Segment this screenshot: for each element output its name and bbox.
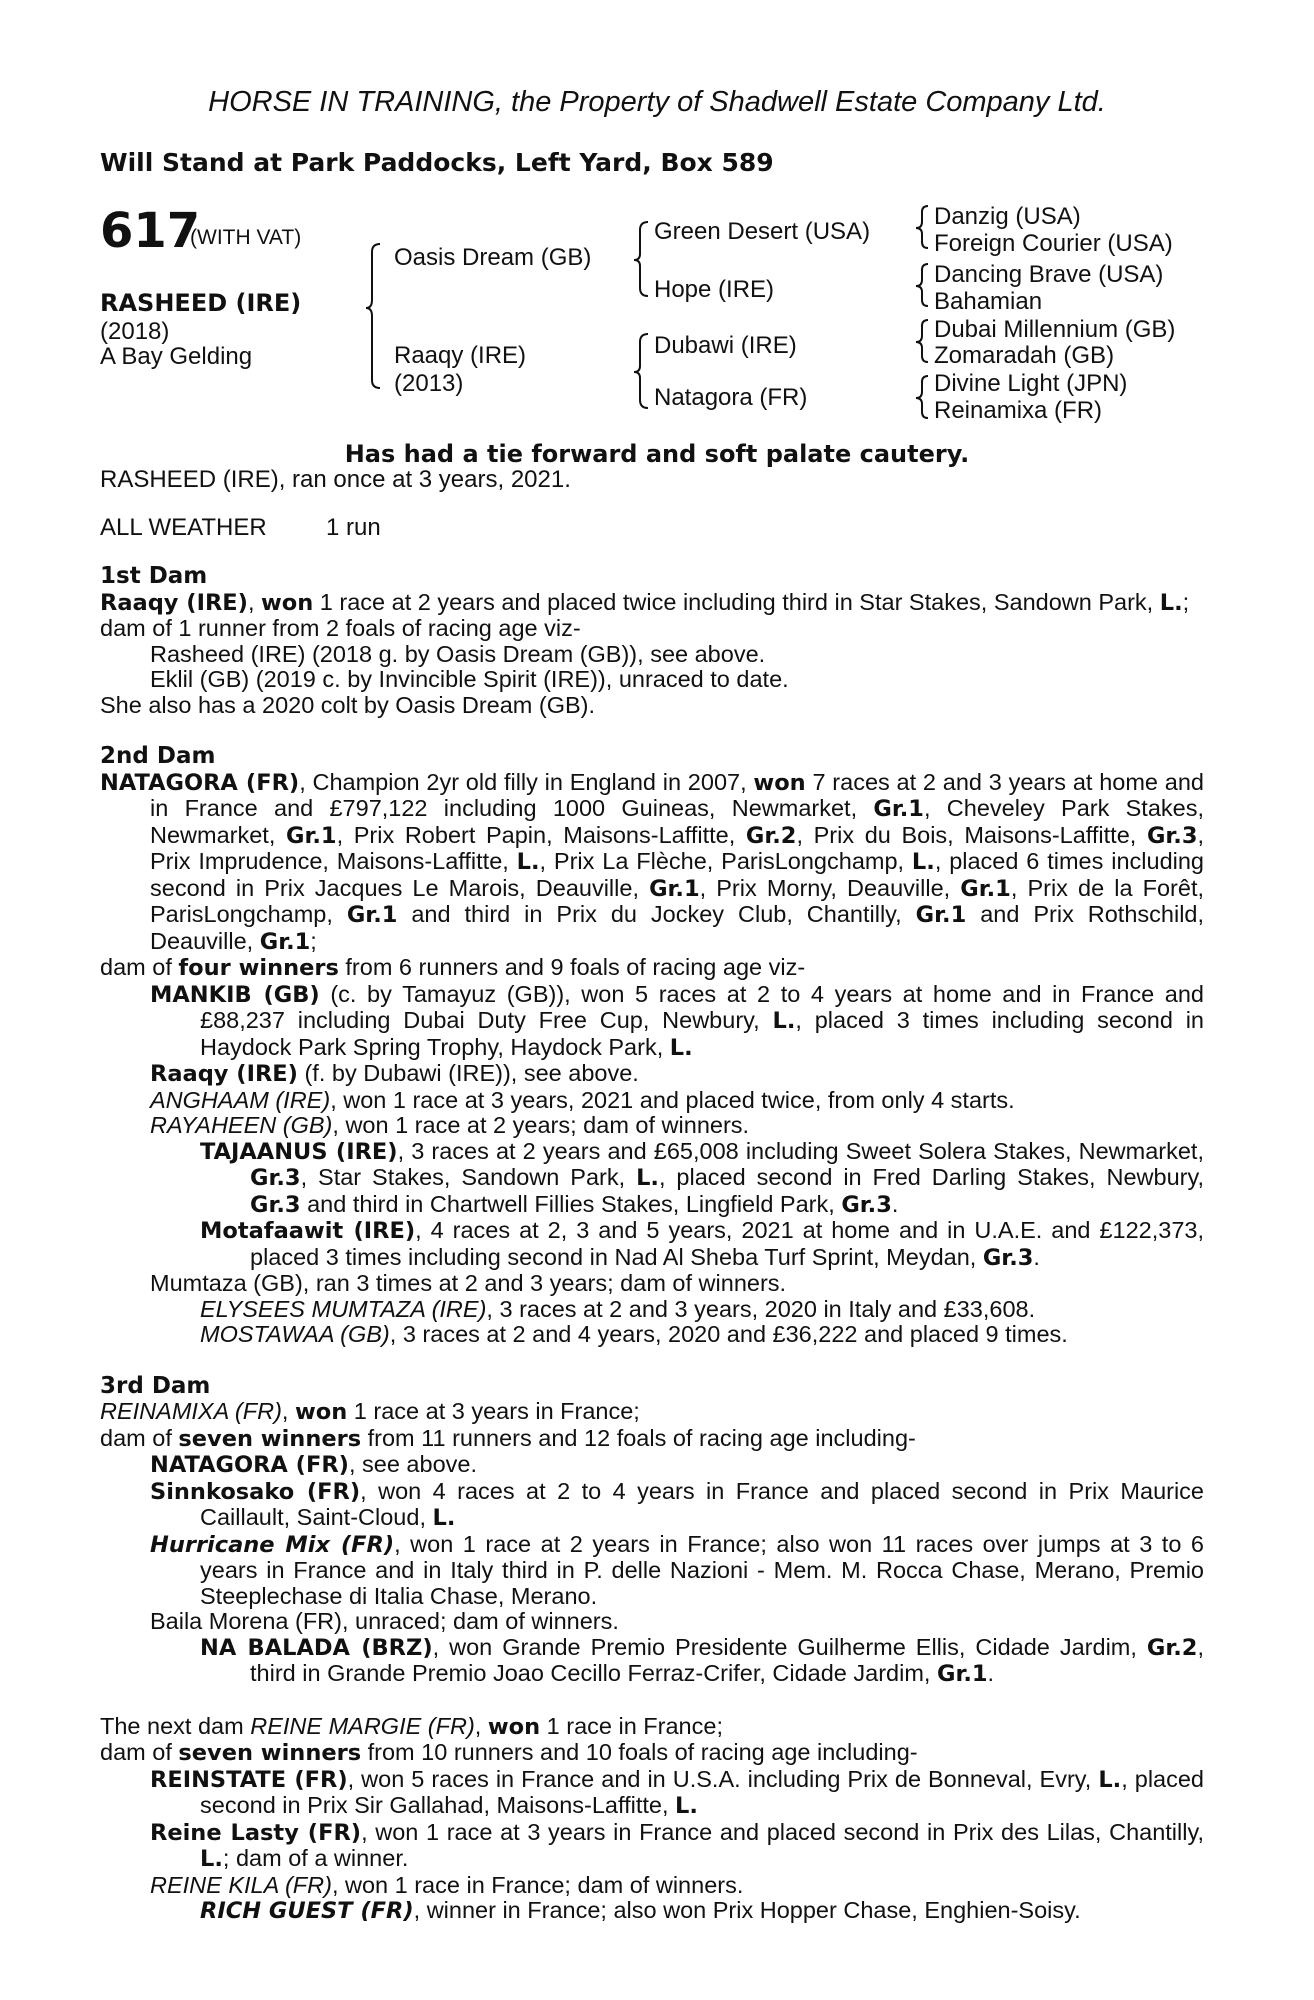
produce-mostawaa: [100, 1322, 1204, 1348]
text: , 4 races at 2, 3 and 5 years, 2021 at home and in U.A.E. and £122,373, placed 3 times including second in Nad Al Sheba Turf Sprint, Meydan,: [250, 1217, 1204, 1270]
next-dam-entry: The next dam REINE MARGIE (FR), won 1 race in France;: [100, 1712, 723, 1740]
grade-1: Gr.1: [915, 902, 967, 928]
text: .: [891, 1190, 899, 1217]
text: , won 4 races at 2 to 4 years in France and placed second in Prix Maurice Caillault, Saint-Cloud,: [200, 1477, 1205, 1530]
horse-name: ELYSEES MUMTAZA (IRE): [200, 1295, 487, 1322]
grade-1: Gr.1: [259, 928, 311, 955]
stand-location: Will Stand at Park Paddocks, Left Yard, Box 589: [100, 148, 774, 177]
vat-note: (WITH VAT): [190, 226, 302, 249]
horse-name: RICH GUEST (FR): [200, 1898, 414, 1924]
text: , placed second in Fred Darling Stakes, Newbury,: [658, 1164, 1204, 1190]
text: , placed 3 times including second in Haydock Park Spring Trophy, Haydock Park,: [200, 1007, 1205, 1060]
pedigree-g3-7: Divine Light (JPN): [934, 370, 1128, 397]
grade-listed: L.: [516, 849, 540, 875]
won-label: won: [487, 1713, 541, 1740]
winners-count: four winners: [178, 955, 339, 981]
third-dam-entry: REINAMIXA (FR), won 1 race at 3 years in France;: [100, 1398, 640, 1425]
pedigree-g3-2: Foreign Courier (USA): [934, 230, 1173, 257]
next-dam-name: REINE MARGIE (FR): [250, 1712, 475, 1739]
text: dam of: [100, 1739, 172, 1765]
produce-eklil: Eklil (GB) (2019 c. by Invincible Spirit (IRE)), unraced to date.: [150, 666, 789, 692]
produce-baila-morena: Baila Morena (FR), unraced; dam of winners.: [150, 1608, 619, 1634]
punctuation: ;: [1182, 588, 1190, 615]
produce-mumtaza: Mumtaza (GB), ran 3 times at 2 and 3 years; dam of winners.: [150, 1270, 787, 1296]
text: and Prix Rothschild, Deauville,: [150, 901, 1205, 954]
horse-name: Motafaawit (IRE): [200, 1218, 416, 1244]
grade-2: Gr.2: [745, 822, 797, 849]
grade-listed: L.: [675, 1793, 698, 1819]
second-dam-name: NATAGORA (FR): [100, 769, 300, 796]
horse-name: REINE KILA (FR): [150, 1871, 332, 1898]
pedigree-sire-dam: Hope (IRE): [654, 276, 775, 303]
text: , Cheveley Park Stakes, Newmarket,: [150, 795, 1205, 848]
surface-label: ALL WEATHER: [100, 514, 267, 541]
produce-reine-kila: [100, 1873, 1204, 1899]
surface-runs: 1 run: [326, 514, 381, 541]
horse-name: MOSTAWAA (GB): [200, 1321, 390, 1347]
horse-name: NATAGORA (FR): [150, 1452, 349, 1478]
pedigree-dam-sire: Dubawi (IRE): [654, 332, 797, 359]
grade-3: Gr.3: [250, 1191, 301, 1218]
grade-2: Gr.2: [1146, 1634, 1198, 1661]
pedigree-sire-sire: Green Desert (USA): [654, 218, 871, 245]
text: , won 1 race in France; dam of winners.: [331, 1871, 744, 1898]
produce-na-balada: [100, 1635, 1204, 1688]
grade-3: Gr.3: [1146, 822, 1198, 849]
pedigree-g3-4: Bahamian: [934, 288, 1043, 315]
won-label: won: [753, 769, 806, 796]
grade-1: Gr.1: [936, 1661, 988, 1687]
text: , won 1 race at 2 years; dam of winners.: [332, 1112, 750, 1138]
grade-listed: L.: [1159, 589, 1183, 616]
first-dam-heading: 1st Dam: [100, 563, 208, 589]
produce-motafaawit: [100, 1218, 1204, 1271]
produce-rich-guest: [100, 1898, 1204, 1925]
dam-section: [100, 564, 1204, 1925]
grade-1: Gr.1: [649, 875, 700, 902]
winners-count: seven winners: [178, 1425, 362, 1452]
grade-1: Gr.1: [960, 875, 1011, 902]
text: , Prix Robert Papin, Maisons-Laffitte,: [336, 821, 736, 848]
grade-3: Gr.3: [250, 1165, 301, 1191]
horse-name: RAYAHEEN (GB): [150, 1112, 333, 1138]
text: , third in Grande Premio Joao Cecillo Ferraz-Crifer, Cidade Jardim,: [250, 1633, 1204, 1686]
text: , placed second in Prix Sir Gallahad, Maisons-Laffitte,: [200, 1765, 1204, 1818]
veterinary-notice: Has had a tie forward and soft palate cautery.: [344, 440, 970, 468]
text: , 3 races at 2 years and £65,008 including Sweet Solera Stakes, Newmarket,: [397, 1137, 1204, 1164]
grade-listed: L.: [772, 1008, 796, 1034]
grade-3: Gr.3: [982, 1244, 1034, 1271]
produce-raaqy: [100, 1061, 1204, 1088]
lot-number: 617: [100, 203, 201, 259]
grade-listed: L.: [200, 1846, 223, 1872]
pedigree-sire: Oasis Dream (GB): [394, 244, 592, 271]
text: and third in Prix du Jockey Club, Chantilly,: [411, 901, 902, 927]
horse-name: Sinnkosako (FR): [150, 1478, 361, 1505]
first-dam-record: 1 race at 2 years and placed twice including third in Star Stakes, Sandown Park,: [319, 588, 1154, 615]
won-label: won: [294, 1399, 348, 1425]
text: , won 1 race at 3 years in France and placed second in Prix des Lilas, Chantilly,: [361, 1818, 1205, 1845]
produce-reinstate: [100, 1767, 1204, 1820]
grade-1: Gr.1: [346, 902, 398, 928]
produce-hurricane-mix: [100, 1532, 1204, 1610]
text: ;: [310, 927, 317, 954]
third-dam-heading: 3rd Dam: [100, 1372, 211, 1399]
text: and third in Chartwell Fillies Stakes, Lingfield Park,: [307, 1190, 835, 1217]
pedigree-g3-5: Dubai Millennium (GB): [934, 316, 1176, 343]
text: ; dam of a winner.: [222, 1845, 409, 1871]
text: , Champion 2yr old filly in England in 2007,: [299, 768, 747, 795]
won-label: won: [261, 589, 314, 616]
horse-name: TAJAANUS (IRE): [200, 1138, 398, 1165]
text: , 3 races at 2 and 4 years, 2020 and £36,222 and placed 9 times.: [389, 1321, 1068, 1347]
pedigree-g3-1: Danzig (USA): [934, 203, 1081, 230]
produce-note: She also has a 2020 colt by Oasis Dream (GB).: [100, 691, 596, 718]
horse-name: Reine Lasty (FR): [150, 1819, 362, 1846]
produce-rasheed: Rasheed (IRE) (2018 g. by Oasis Dream (GB)), see above.: [150, 640, 766, 667]
text: , Prix de la Forêt, ParisLongchamp,: [150, 874, 1205, 927]
produce-sinnkosako: [100, 1479, 1204, 1532]
grade-listed: L.: [669, 1034, 693, 1061]
text: 7 races at 2 and 3 years at home and in France and £797,122 including 1000 Guineas, Newmarket,: [150, 768, 1204, 821]
horse-name: REINSTATE (FR): [150, 1766, 348, 1793]
next-dam-produce: [100, 1740, 1204, 1767]
text: , Prix La Flèche, ParisLongchamp,: [539, 848, 905, 874]
text: , winner in France; also won Prix Hopper Chase, Enghien-Soisy.: [413, 1897, 1081, 1923]
horse-name: MANKIB (GB): [150, 981, 320, 1008]
first-dam-produce: dam of 1 runner from 2 foals of racing age viz-: [100, 615, 581, 641]
text: dam of: [100, 954, 172, 980]
text: , Prix Morny, Deauville,: [699, 874, 951, 901]
text: from 10 runners and 10 foals of racing age including-: [367, 1739, 918, 1765]
horse-year: (2018): [100, 318, 170, 345]
grade-listed: L.: [432, 1505, 456, 1531]
second-dam-produce: [100, 955, 1204, 982]
pedigree-dam-year: (2013): [394, 370, 464, 397]
pedigree-g3-8: Reinamixa (FR): [934, 397, 1103, 424]
pedigree-g3-3: Dancing Brave (USA): [934, 261, 1164, 288]
text: (c. by Tamayuz (GB)), won 5 races at 2 to 4 years at home and in France and £88,237 including Dubai Duty Free Cup, Newbury,: [200, 980, 1205, 1033]
second-dam-entry: [100, 770, 1204, 956]
horse-description: A Bay Gelding: [100, 343, 253, 370]
produce-anghaam: [100, 1088, 1204, 1114]
grade-listed: L.: [636, 1165, 659, 1191]
text: 1 race in France;: [546, 1712, 723, 1739]
produce-reine-lasty: [100, 1820, 1204, 1873]
text: .: [1033, 1243, 1040, 1270]
grade-1: Gr.1: [873, 796, 924, 822]
text: The next dam: [100, 1712, 244, 1739]
horse-name: RASHEED (IRE): [100, 289, 302, 317]
pedigree-dam: Raaqy (IRE): [394, 342, 527, 369]
text: (f. by Dubawi (IRE)), see above.: [304, 1060, 639, 1086]
first-dam-name: Raaqy (IRE): [100, 589, 248, 616]
text: , won 1 race at 2 years in France; also won 11 races over jumps at 3 to 6 years in France and in Italy third in P. delle Nazioni - Mem. M. Rocca Chase, Merano, Premio Steeplechase di Italia Chase, Merano.: [200, 1530, 1204, 1609]
text: , 3 races at 2 and 3 years, 2020 in Italy and £33,608.: [486, 1295, 1036, 1322]
text: , placed 6 times including second in Prix Jacques Le Marois, Deauville,: [150, 848, 1204, 901]
produce-tajaanus: [100, 1139, 1204, 1219]
grade-listed: L.: [1098, 1766, 1122, 1793]
text: , won Grande Premio Presidente Guilherme Ellis, Cidade Jardim,: [432, 1633, 1137, 1660]
produce-elysees: [100, 1297, 1204, 1323]
pedigree-g3-6: Zomaradah (GB): [934, 342, 1115, 369]
text: , see above.: [348, 1451, 477, 1477]
text: from 6 runners and 9 foals of racing age viz-: [345, 954, 806, 980]
horse-name: NA BALADA (BRZ): [200, 1634, 433, 1661]
produce-mankib: [100, 982, 1204, 1062]
text: dam of: [100, 1424, 172, 1451]
grade-3: Gr.3: [841, 1191, 892, 1218]
winners-count: seven winners: [178, 1740, 362, 1766]
horse-name: Raaqy (IRE): [150, 1061, 298, 1087]
text: 1 race at 3 years in France;: [353, 1398, 640, 1424]
produce-rayaheen: [100, 1113, 1204, 1139]
text: , Prix Imprudence, Maisons-Laffitte,: [150, 821, 1205, 874]
pedigree-dam-dam: Natagora (FR): [654, 384, 808, 411]
text: , Star Stakes, Sandown Park,: [300, 1164, 626, 1190]
text: , Prix du Bois, Maisons-Laffitte,: [796, 821, 1137, 848]
text: , won 5 races in France and in U.S.A. including Prix de Bonneval, Evry,: [347, 1765, 1092, 1792]
grade-1: Gr.1: [286, 822, 337, 849]
text: , won 1 race at 3 years, 2021 and placed twice, from only 4 starts.: [330, 1086, 1015, 1113]
second-dam-heading: 2nd Dam: [100, 743, 216, 769]
text: from 11 runners and 12 foals of racing age including-: [367, 1424, 916, 1451]
grade-listed: L.: [911, 849, 935, 875]
race-summary: RASHEED (IRE), ran once at 3 years, 2021.: [100, 466, 571, 493]
produce-natagora: [100, 1452, 1204, 1479]
catalogue-title: HORSE IN TRAINING, the Property of Shadwell Estate Company Ltd.: [208, 86, 1106, 118]
horse-name: ANGHAAM (IRE): [150, 1086, 331, 1113]
third-dam-produce: [100, 1426, 1204, 1453]
horse-name: Hurricane Mix (FR): [150, 1531, 395, 1558]
third-dam-name: REINAMIXA (FR): [100, 1398, 282, 1424]
first-dam-entry: Raaqy (IRE), won 1 race at 2 years and placed twice including third in Star Stakes, Sandown Park, L.;: [100, 588, 1190, 616]
text: .: [987, 1660, 995, 1686]
